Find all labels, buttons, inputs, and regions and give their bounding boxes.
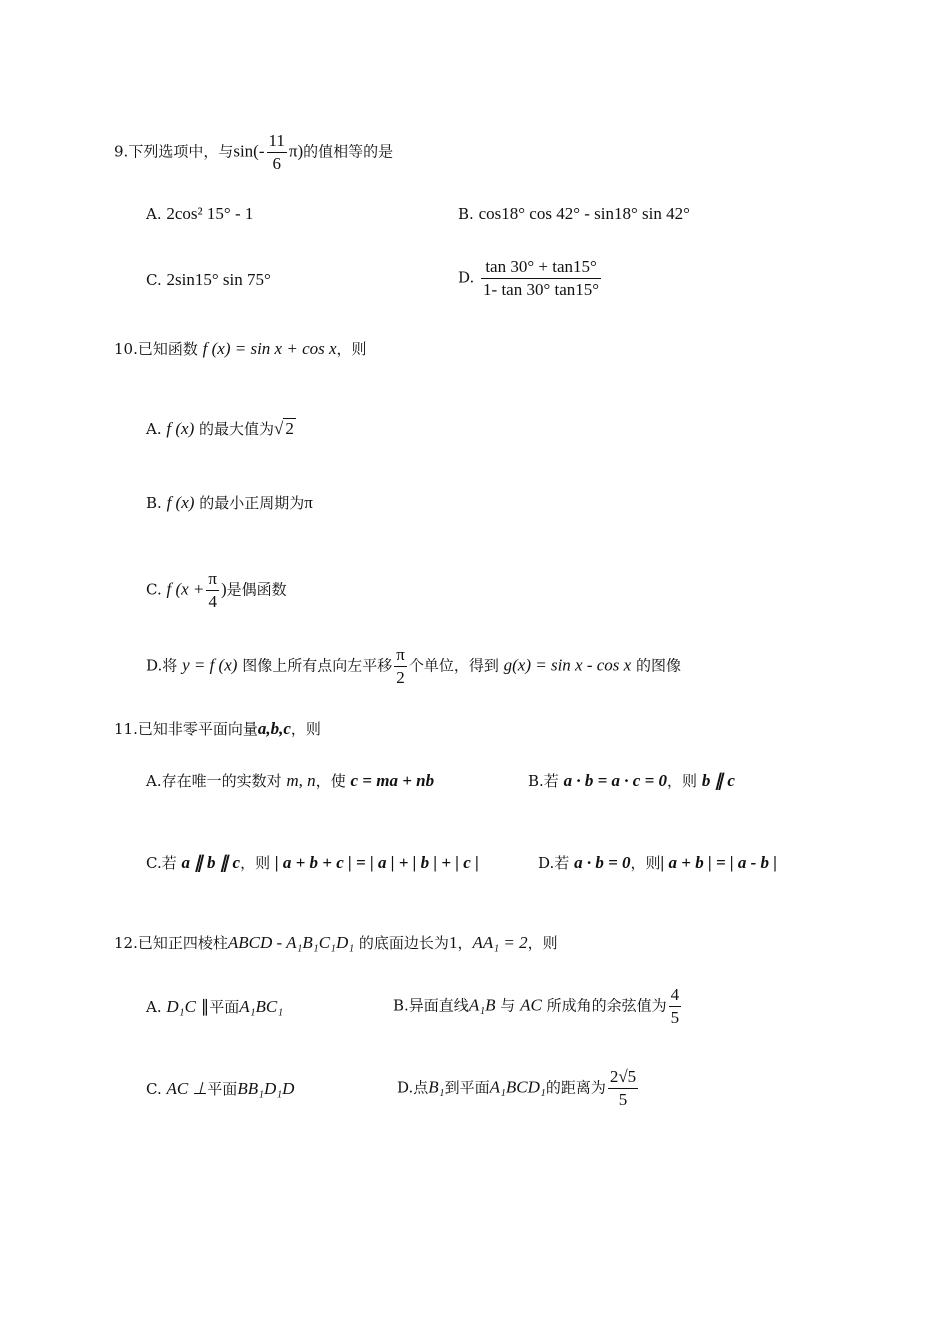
question-10 (114, 338, 367, 359)
q12-d-num: 2√5 (608, 1066, 638, 1089)
q12-c-text: 平面 (207, 1080, 238, 1098)
q10-option-b (146, 492, 313, 513)
q11-option-b (528, 770, 735, 791)
q10-a-label: A. (146, 420, 162, 438)
q11-vectors: a,b,c (257, 719, 291, 738)
q11-option-a (146, 770, 434, 791)
q12-d-expr1: B₁ (428, 1077, 445, 1097)
q10-d-text2: 图像上所有点向左平移 (242, 656, 393, 675)
q10-c-num: π (206, 568, 219, 591)
q11-d-text2: ，则 (630, 854, 661, 872)
q10-d-expr2: g(x) = sin x - cos x (503, 655, 632, 675)
q12-b-den: 5 (670, 1008, 680, 1027)
q11-b-expr: a · b = a · c = 0 (563, 771, 668, 790)
q10-a-sqrt: √ 2 (274, 419, 294, 438)
q10-b-val: π (304, 493, 313, 512)
q10-option-c (146, 568, 287, 613)
q10-c-tail: ) (221, 579, 227, 599)
q12-side: 1 (448, 933, 458, 952)
q12-number: 12. (114, 934, 138, 952)
q9-d-num: tan 30° + tan15° (481, 256, 601, 279)
q10-c-head: f (x + (166, 579, 205, 599)
q11-c-expr: a ∥ b ∥ c (181, 853, 241, 872)
q10-c-text: 是偶函数 (226, 580, 287, 599)
q9-fraction (267, 130, 287, 175)
q9-a-label: A. (146, 205, 162, 223)
q12-a-expr1: D₁C (166, 997, 196, 1016)
q12-option-a (146, 996, 283, 1017)
q11-c-expr2: | a + b + c | = | a | + | b | + | c | (274, 853, 479, 872)
q9-d-fraction (481, 256, 601, 301)
question-12 (114, 932, 558, 953)
q11-d-expr: a · b = 0 (574, 853, 631, 872)
q9-option-b (458, 204, 690, 224)
q10-expr: f (x) = sin x + cos x (202, 339, 337, 358)
q11-d-expr2: | a + b | = | a - b | (660, 853, 778, 872)
q10-c-fraction (206, 568, 219, 613)
q9-text-after: 的值相等的是 (303, 142, 394, 161)
q10-number: 10. (114, 340, 138, 358)
q12-text-after: ，则 (527, 934, 558, 952)
q10-d-den: 2 (396, 668, 405, 687)
q11-text-after: ，则 (290, 720, 321, 738)
q10-a-text: 的最大值为 (199, 420, 275, 438)
q10-c-label: C. (146, 580, 162, 599)
q11-option-c (146, 852, 479, 873)
q9-d-den: 1- tan 30° tan15° (483, 280, 600, 299)
q10-d-expr1: y = f (x) (182, 655, 238, 675)
q12-option-c (146, 1078, 294, 1099)
q11-option-d (538, 852, 777, 873)
q12-b-num: 4 (669, 984, 682, 1007)
q12-d-den: 5 (618, 1090, 628, 1109)
q10-c-den: 4 (208, 592, 217, 611)
q10-a-val: 2 (285, 419, 294, 438)
q12-d-text1: 点 (413, 1078, 429, 1097)
question-11 (114, 718, 321, 739)
q12-a-text: 平面 (209, 998, 240, 1016)
q10-d-fraction (394, 644, 407, 689)
q11-d-label: D. (538, 854, 555, 872)
q12-d-text3: 的距离为 (545, 1078, 606, 1097)
q12-c-expr2: BB₁D₁D (237, 1079, 295, 1098)
q10-b-text: 的最小正周期为 (199, 494, 305, 512)
question-9 (114, 130, 393, 175)
q11-c-text2: ，则 (240, 854, 271, 872)
q12-aa1: AA₁ = 2 (472, 933, 528, 952)
q11-b-text: 若 (543, 772, 559, 790)
q10-d-text4: 的图像 (635, 656, 681, 675)
q9-number: 9. (114, 142, 129, 161)
q12-b-expr1: A₁B (468, 995, 496, 1015)
q11-c-label: C. (146, 854, 162, 872)
q9-text-before: 下列选项中，与 (128, 142, 234, 161)
q12-d-text2: 到平面 (444, 1078, 490, 1097)
q12-d-expr2: A₁BCD₁ (489, 1077, 546, 1097)
q11-number: 11. (114, 720, 138, 738)
q11-d-text: 若 (554, 854, 570, 872)
q12-b-expr2: AC (520, 995, 542, 1015)
q9-expr-tail: π) (288, 141, 304, 161)
q12-prism: ABCD - A₁B₁C₁D₁ (227, 933, 355, 952)
q9-c-label: C. (146, 271, 162, 289)
q10-a-fx: f (x) (166, 419, 195, 438)
q11-b-text2: ，则 (667, 772, 698, 790)
q12-a-label: A. (146, 998, 162, 1016)
q12-d-fraction (608, 1066, 638, 1111)
q10-b-label: B. (146, 494, 162, 512)
q12-b-label: B. (393, 996, 409, 1015)
q10-d-label: D. (146, 656, 163, 675)
q11-c-text: 若 (161, 854, 177, 872)
q12-b-text3: 所成角的余弦值为 (546, 996, 667, 1015)
q9-option-d (458, 256, 603, 301)
q9-b-expr: cos18° cos 42° - sin18° sin 42° (478, 204, 690, 223)
q9-option-c (146, 270, 271, 290)
q12-sep: ， (457, 934, 473, 952)
q9-b-label: B. (458, 205, 474, 223)
q12-a-par: ∥ (200, 997, 210, 1016)
q10-d-text1: 将 (162, 656, 178, 675)
q10-b-fx: f (x) (166, 493, 195, 512)
q9-frac-num: 11 (267, 130, 287, 153)
q11-b-expr2: b ∥ c (701, 771, 735, 790)
q12-c-expr1: AC ⊥ (166, 1079, 208, 1098)
q11-a-mn: m, n (286, 771, 316, 790)
q9-option-a (146, 204, 253, 224)
q12-d-label: D. (397, 1078, 414, 1097)
q12-a-expr2: A₁BC₁ (239, 997, 284, 1016)
q12-option-b (393, 984, 683, 1029)
q9-frac-den: 6 (272, 154, 281, 173)
q9-expr-head: sin(- (233, 141, 265, 161)
q11-b-label: B. (528, 772, 544, 790)
q11-text-before: 已知非零平面向量 (137, 720, 258, 738)
q12-c-label: C. (146, 1080, 162, 1098)
q10-option-a (146, 418, 296, 439)
q11-a-text: 存在唯一的实数对 (161, 772, 282, 790)
q12-option-d (397, 1066, 640, 1111)
q11-a-label: A. (146, 772, 162, 790)
q12-b-fraction (669, 984, 682, 1029)
q9-c-expr: 2sin15° sin 75° (166, 270, 271, 289)
q10-text-before: 已知函数 (137, 340, 198, 358)
q12-text-mid: 的底面边长为 (358, 934, 449, 952)
q12-b-text1: 异面直线 (408, 996, 469, 1015)
q10-text-after: ，则 (336, 340, 367, 358)
q9-d-label: D. (458, 268, 475, 287)
q9-a-expr: 2cos² 15° - 1 (166, 204, 254, 223)
q11-a-text2: ，使 (315, 772, 346, 790)
q12-text-before: 已知正四棱柱 (137, 934, 228, 952)
q10-option-d (146, 644, 681, 689)
q10-d-num: π (394, 644, 407, 667)
q10-d-text3: 个单位，得到 (408, 656, 499, 675)
q12-b-text2: 与 (500, 996, 516, 1015)
q11-a-expr: c = ma + nb (350, 771, 435, 790)
